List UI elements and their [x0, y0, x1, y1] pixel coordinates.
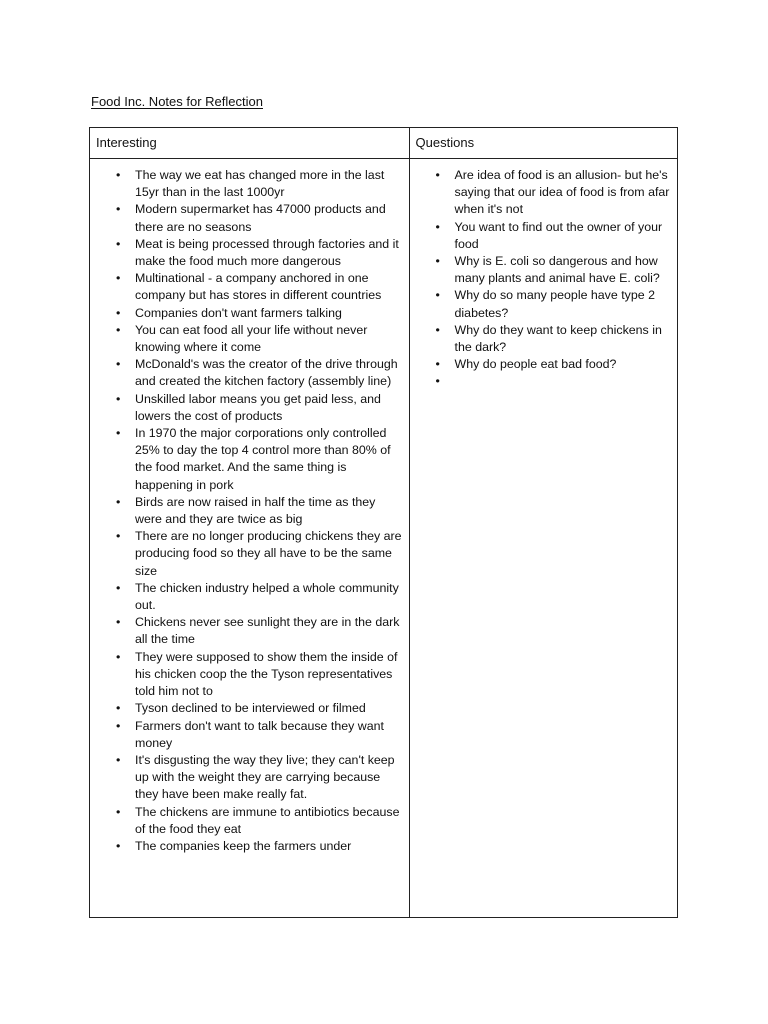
list-item: • Multinational - a company anchored in one company but has stores in different countries — [96, 270, 403, 304]
list-item: • They were supposed to show them the inside of his chicken coop the the Tyson representatives told him not to — [96, 649, 403, 701]
interesting-cell — [90, 159, 410, 918]
empty-list-item — [416, 373, 671, 390]
table-body-row — [90, 159, 678, 918]
header-interesting: Interesting — [90, 128, 410, 159]
list-item: • Birds are now raised in half the time as they were and they are twice as big — [96, 494, 403, 528]
list-item: • Chickens never see sunlight they are in the dark all the time — [96, 614, 403, 648]
list-item: • The chickens are immune to antibiotics because of the food they eat — [96, 804, 403, 838]
list-item: • Are idea of food is an allusion- but he's saying that our idea of food is from afar when it's not — [416, 167, 671, 219]
list-item: • McDonald's was the creator of the drive through and created the kitchen factory (assembly line) — [96, 356, 403, 390]
list-item: • Companies don't want farmers talking — [96, 305, 403, 322]
list-item: • Farmers don't want to talk because they want money — [96, 718, 403, 752]
list-item: • Why do so many people have type 2 diabetes? — [416, 287, 671, 321]
list-item: • Meat is being processed through factories and it make the food much more dangerous — [96, 236, 403, 270]
list-item: • In 1970 the major corporations only controlled 25% to day the top 4 control more than 80% of the food market. And the same thing is happening in pork — [96, 425, 403, 494]
interesting-list — [96, 167, 403, 855]
list-item: • Modern supermarket has 47000 products and there are no seasons — [96, 201, 403, 235]
list-item: • Why do people eat bad food? — [416, 356, 671, 373]
questions-list — [416, 167, 671, 391]
table-header-row — [90, 128, 678, 159]
list-item: • Why do they want to keep chickens in the dark? — [416, 322, 671, 356]
notes-table — [89, 127, 678, 918]
list-item: • There are no longer producing chickens they are producing food so they all have to be the same size — [96, 528, 403, 580]
list-item: • The chicken industry helped a whole community out. — [96, 580, 403, 614]
list-item: • Unskilled labor means you get paid less, and lowers the cost of products — [96, 391, 403, 425]
list-item: • The companies keep the farmers under — [96, 838, 403, 855]
list-item: • You can eat food all your life without never knowing where it come — [96, 322, 403, 356]
list-item: • The way we eat has changed more in the last 15yr than in the last 1000yr — [96, 167, 403, 201]
list-item: • It's disgusting the way they live; they can't keep up with the weight they are carrying because they have been make really fat. — [96, 752, 403, 804]
list-item: • Why is E. coli so dangerous and how many plants and animal have E. coli? — [416, 253, 671, 287]
document-title: Food Inc. Notes for Reflection — [91, 94, 263, 109]
list-item: • You want to find out the owner of your food — [416, 219, 671, 253]
header-questions: Questions — [409, 128, 677, 159]
questions-cell — [409, 159, 677, 918]
list-item: • Tyson declined to be interviewed or filmed — [96, 700, 403, 717]
